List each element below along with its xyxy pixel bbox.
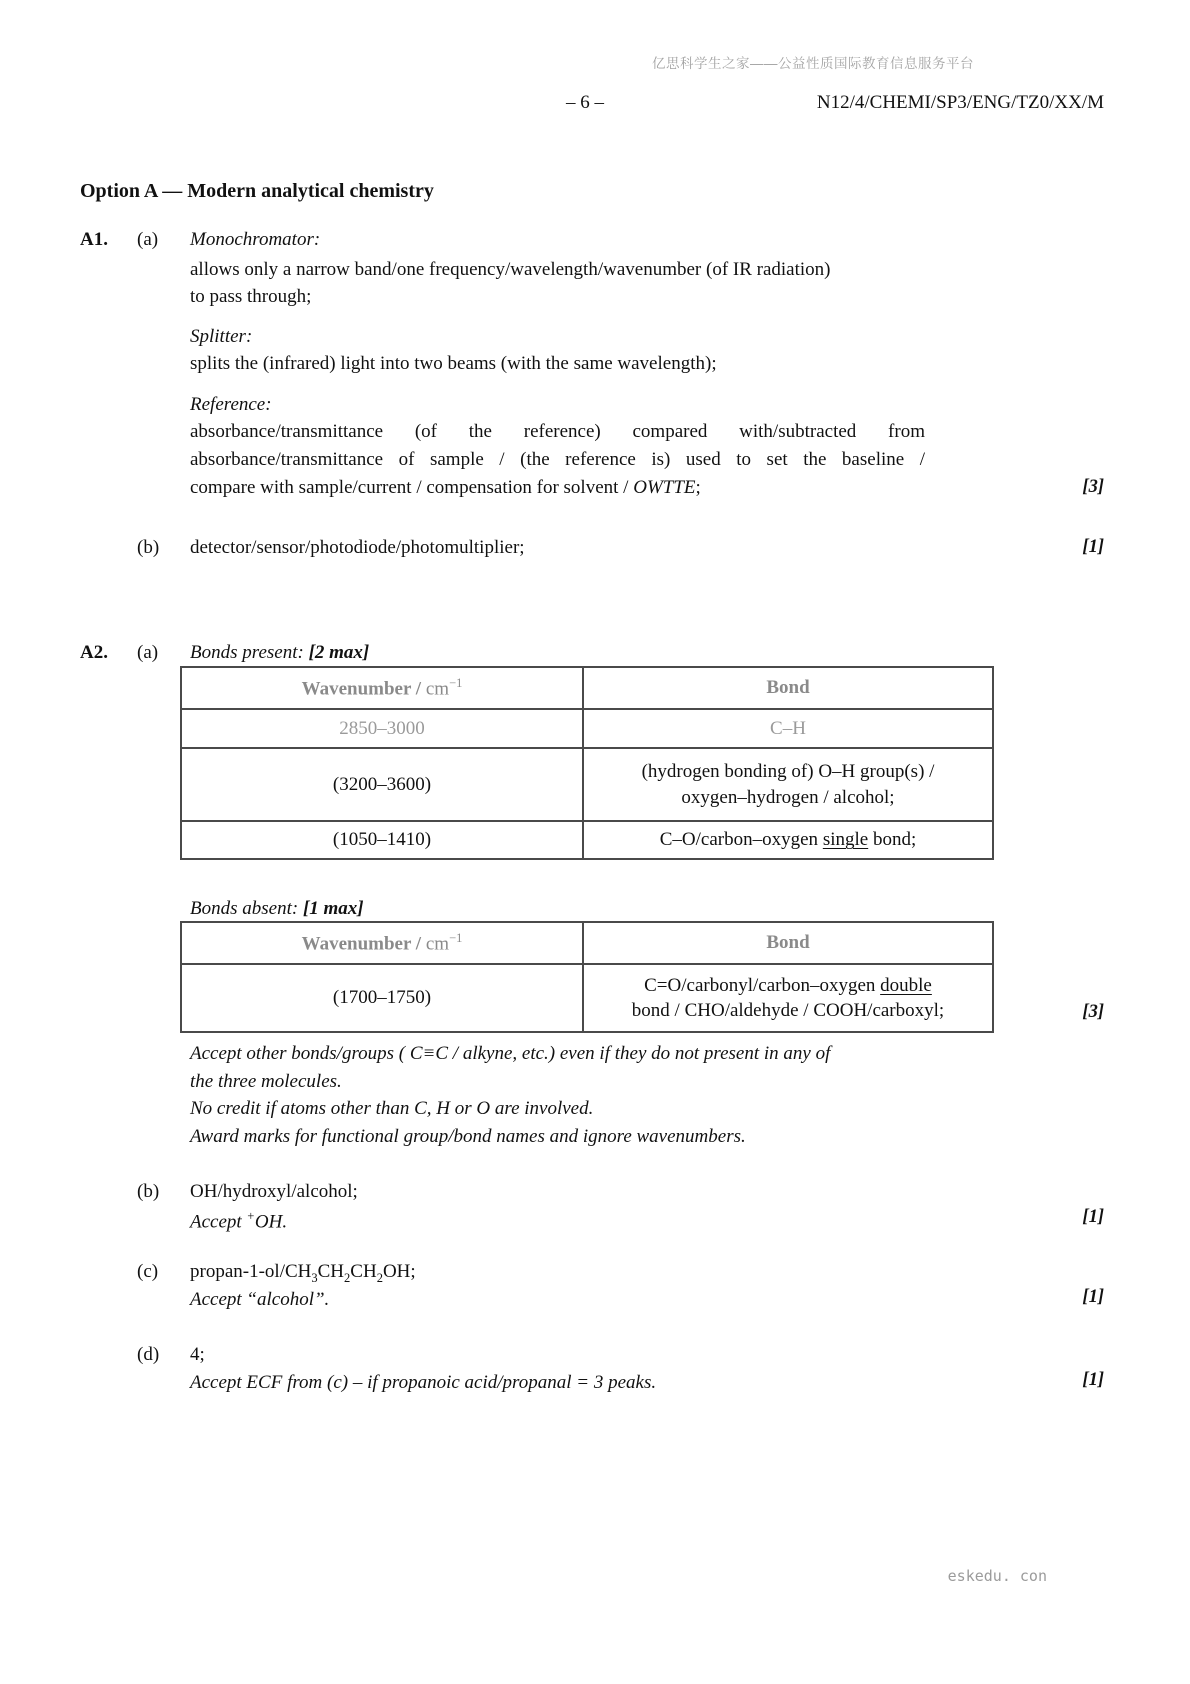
- marks-a2c: [1]: [1082, 1287, 1104, 1307]
- reference-line3: [190, 477, 701, 499]
- bond-header-cell: [583, 667, 993, 709]
- splitter-line: splits the (infrared) light into two beams (with the same wavelength);: [190, 353, 717, 374]
- table-row: [181, 748, 993, 821]
- paper-code: N12/4/CHEMI/SP3/ENG/TZ0/XX/M: [816, 92, 1104, 113]
- bond-cell-line1: (hydrogen bonding of) O–H group(s) /: [641, 761, 935, 783]
- bonds-present-caption-text: Bonds present:: [190, 642, 309, 663]
- table-row: [181, 821, 993, 859]
- marks-a1b: [1]: [1082, 537, 1104, 557]
- note-line: No credit if atoms other than C, H or O are involved.: [190, 1098, 594, 1119]
- bond-underlined-word: double: [880, 974, 932, 996]
- bond-cell: [583, 821, 993, 859]
- reference-line1: absorbance/transmittance (of the reference) compared with/subtracted from: [190, 421, 925, 442]
- accept-text-end: OH.: [254, 1211, 288, 1233]
- accept-text: Accept: [190, 1211, 247, 1233]
- wavenumber-cell: 2850–3000: [181, 709, 583, 748]
- bonds-absent-caption: [190, 898, 364, 920]
- bond-header-label: Bond: [766, 677, 810, 699]
- note-line: the three molecules.: [190, 1071, 342, 1092]
- wavenumber-header-label: Wavenumber /: [301, 933, 422, 955]
- monochromator-line2: to pass through;: [190, 286, 312, 307]
- wavenumber-cell: (1050–1410): [181, 821, 583, 859]
- a2b-answer: OH/hydroxyl/alcohol;: [190, 1181, 358, 1202]
- wavenumber-exponent: −1: [449, 675, 463, 690]
- part-label-a2b: (b): [137, 1181, 160, 1202]
- part-label-a1a: (a): [137, 229, 159, 250]
- a2b-accept-note: [190, 1209, 287, 1233]
- monochromator-line1: allows only a narrow band/one frequency/wavelength/wavenumber (of IR radiation): [190, 259, 831, 280]
- a2d-accept-note: Accept ECF from (c) – if propanoic acid/propanal = 3 peaks.: [190, 1372, 657, 1393]
- reference-title: Reference:: [190, 394, 272, 415]
- watermark: eskedu. con: [947, 1567, 1047, 1585]
- wavenumber-cell: (1700–1750): [181, 964, 583, 1032]
- page-number: – 6 –: [566, 92, 604, 113]
- table-header-row: [181, 667, 993, 709]
- wavenumber-unit: cm: [421, 933, 450, 955]
- a2d-answer: 4;: [190, 1344, 205, 1365]
- bond-header-label: Bond: [766, 932, 810, 954]
- bond-underlined-word: single: [822, 829, 869, 851]
- wavenumber-cell: (3200–3600): [181, 748, 583, 821]
- bonds-absent-table: [180, 921, 994, 1033]
- bond-text-end: bond;: [868, 829, 917, 851]
- bonds-present-max: [2 max]: [308, 642, 370, 663]
- a1b-answer: detector/sensor/photodiode/photomultiplier;: [190, 537, 525, 558]
- wavenumber-exponent: −1: [449, 930, 463, 945]
- a2c-accept-note: Accept “alcohol”.: [190, 1289, 330, 1310]
- bond-cell-line2: oxygen–hydrogen / alcohol;: [681, 786, 895, 808]
- wavenumber-unit: cm: [421, 678, 450, 700]
- bond-header-cell: [583, 922, 993, 964]
- bond-text: C=O/carbonyl/carbon–oxygen: [644, 974, 881, 996]
- bond-cell: C–H: [583, 709, 993, 748]
- wavenumber-header-label: Wavenumber /: [301, 678, 422, 700]
- table-row: [181, 964, 993, 1032]
- bond-cell-line2: bond / CHO/aldehyde / COOH/carboxyl;: [631, 1000, 945, 1021]
- reference-line2: absorbance/transmittance of sample / (the reference is) used to set the baseline /: [190, 449, 925, 470]
- bond-cell: [583, 964, 993, 1032]
- monochromator-title: Monochromator:: [190, 229, 321, 250]
- marks-a2b: [1]: [1082, 1207, 1104, 1227]
- question-number-a1: A1.: [80, 229, 108, 250]
- bonds-absent-caption-text: Bonds absent:: [190, 898, 303, 919]
- formula-subscript: 2: [344, 1270, 351, 1285]
- part-label-a2d: (d): [137, 1344, 160, 1365]
- a2c-answer: [190, 1261, 416, 1286]
- table-header-row: [181, 922, 993, 964]
- bonds-present-caption: [190, 642, 369, 664]
- site-banner: 亿思科学生之家——公益性质国际教育信息服务平台: [652, 56, 974, 71]
- reference-line3-end: ;: [695, 477, 701, 498]
- option-heading: Option A — Modern analytical chemistry: [80, 180, 434, 202]
- question-number-a2: A2.: [80, 642, 108, 663]
- formula-text: propan-1-ol/CH: [190, 1261, 312, 1282]
- note-line: Accept other bonds/groups ( C≡C / alkyne, etc.) even if they do not present in any of: [190, 1043, 831, 1064]
- marks-a1a: [3]: [1082, 477, 1104, 497]
- splitter-title: Splitter:: [190, 326, 253, 347]
- formula-text: CH: [317, 1261, 345, 1282]
- bond-cell-line1: [590, 973, 986, 998]
- part-label-a2a: (a): [137, 642, 159, 663]
- formula-subscript: 2: [376, 1270, 383, 1285]
- bonds-present-table: [180, 666, 994, 860]
- bond-text: C–O/carbon–oxygen: [659, 829, 823, 851]
- plus-superscript: +: [246, 1209, 255, 1223]
- formula-text-end: OH;: [382, 1261, 416, 1282]
- table-row: [181, 709, 993, 748]
- formula-text: CH: [350, 1261, 377, 1282]
- reference-line3-text: compare with sample/current / compensation for solvent /: [190, 477, 634, 498]
- marks-a2a: [3]: [1082, 1002, 1104, 1022]
- owtte-label: OWTTE: [633, 477, 696, 498]
- note-line: Award marks for functional group/bond names and ignore wavenumbers.: [190, 1126, 746, 1147]
- marks-a2d: [1]: [1082, 1370, 1104, 1390]
- bond-cell: [583, 748, 993, 821]
- part-label-a2c: (c): [137, 1261, 159, 1282]
- formula-subscript: 3: [311, 1270, 318, 1285]
- bonds-absent-max: [1 max]: [302, 898, 364, 919]
- part-label-a1b: (b): [137, 537, 160, 558]
- wavenumber-header-cell: [181, 667, 583, 709]
- wavenumber-header-cell: [181, 922, 583, 964]
